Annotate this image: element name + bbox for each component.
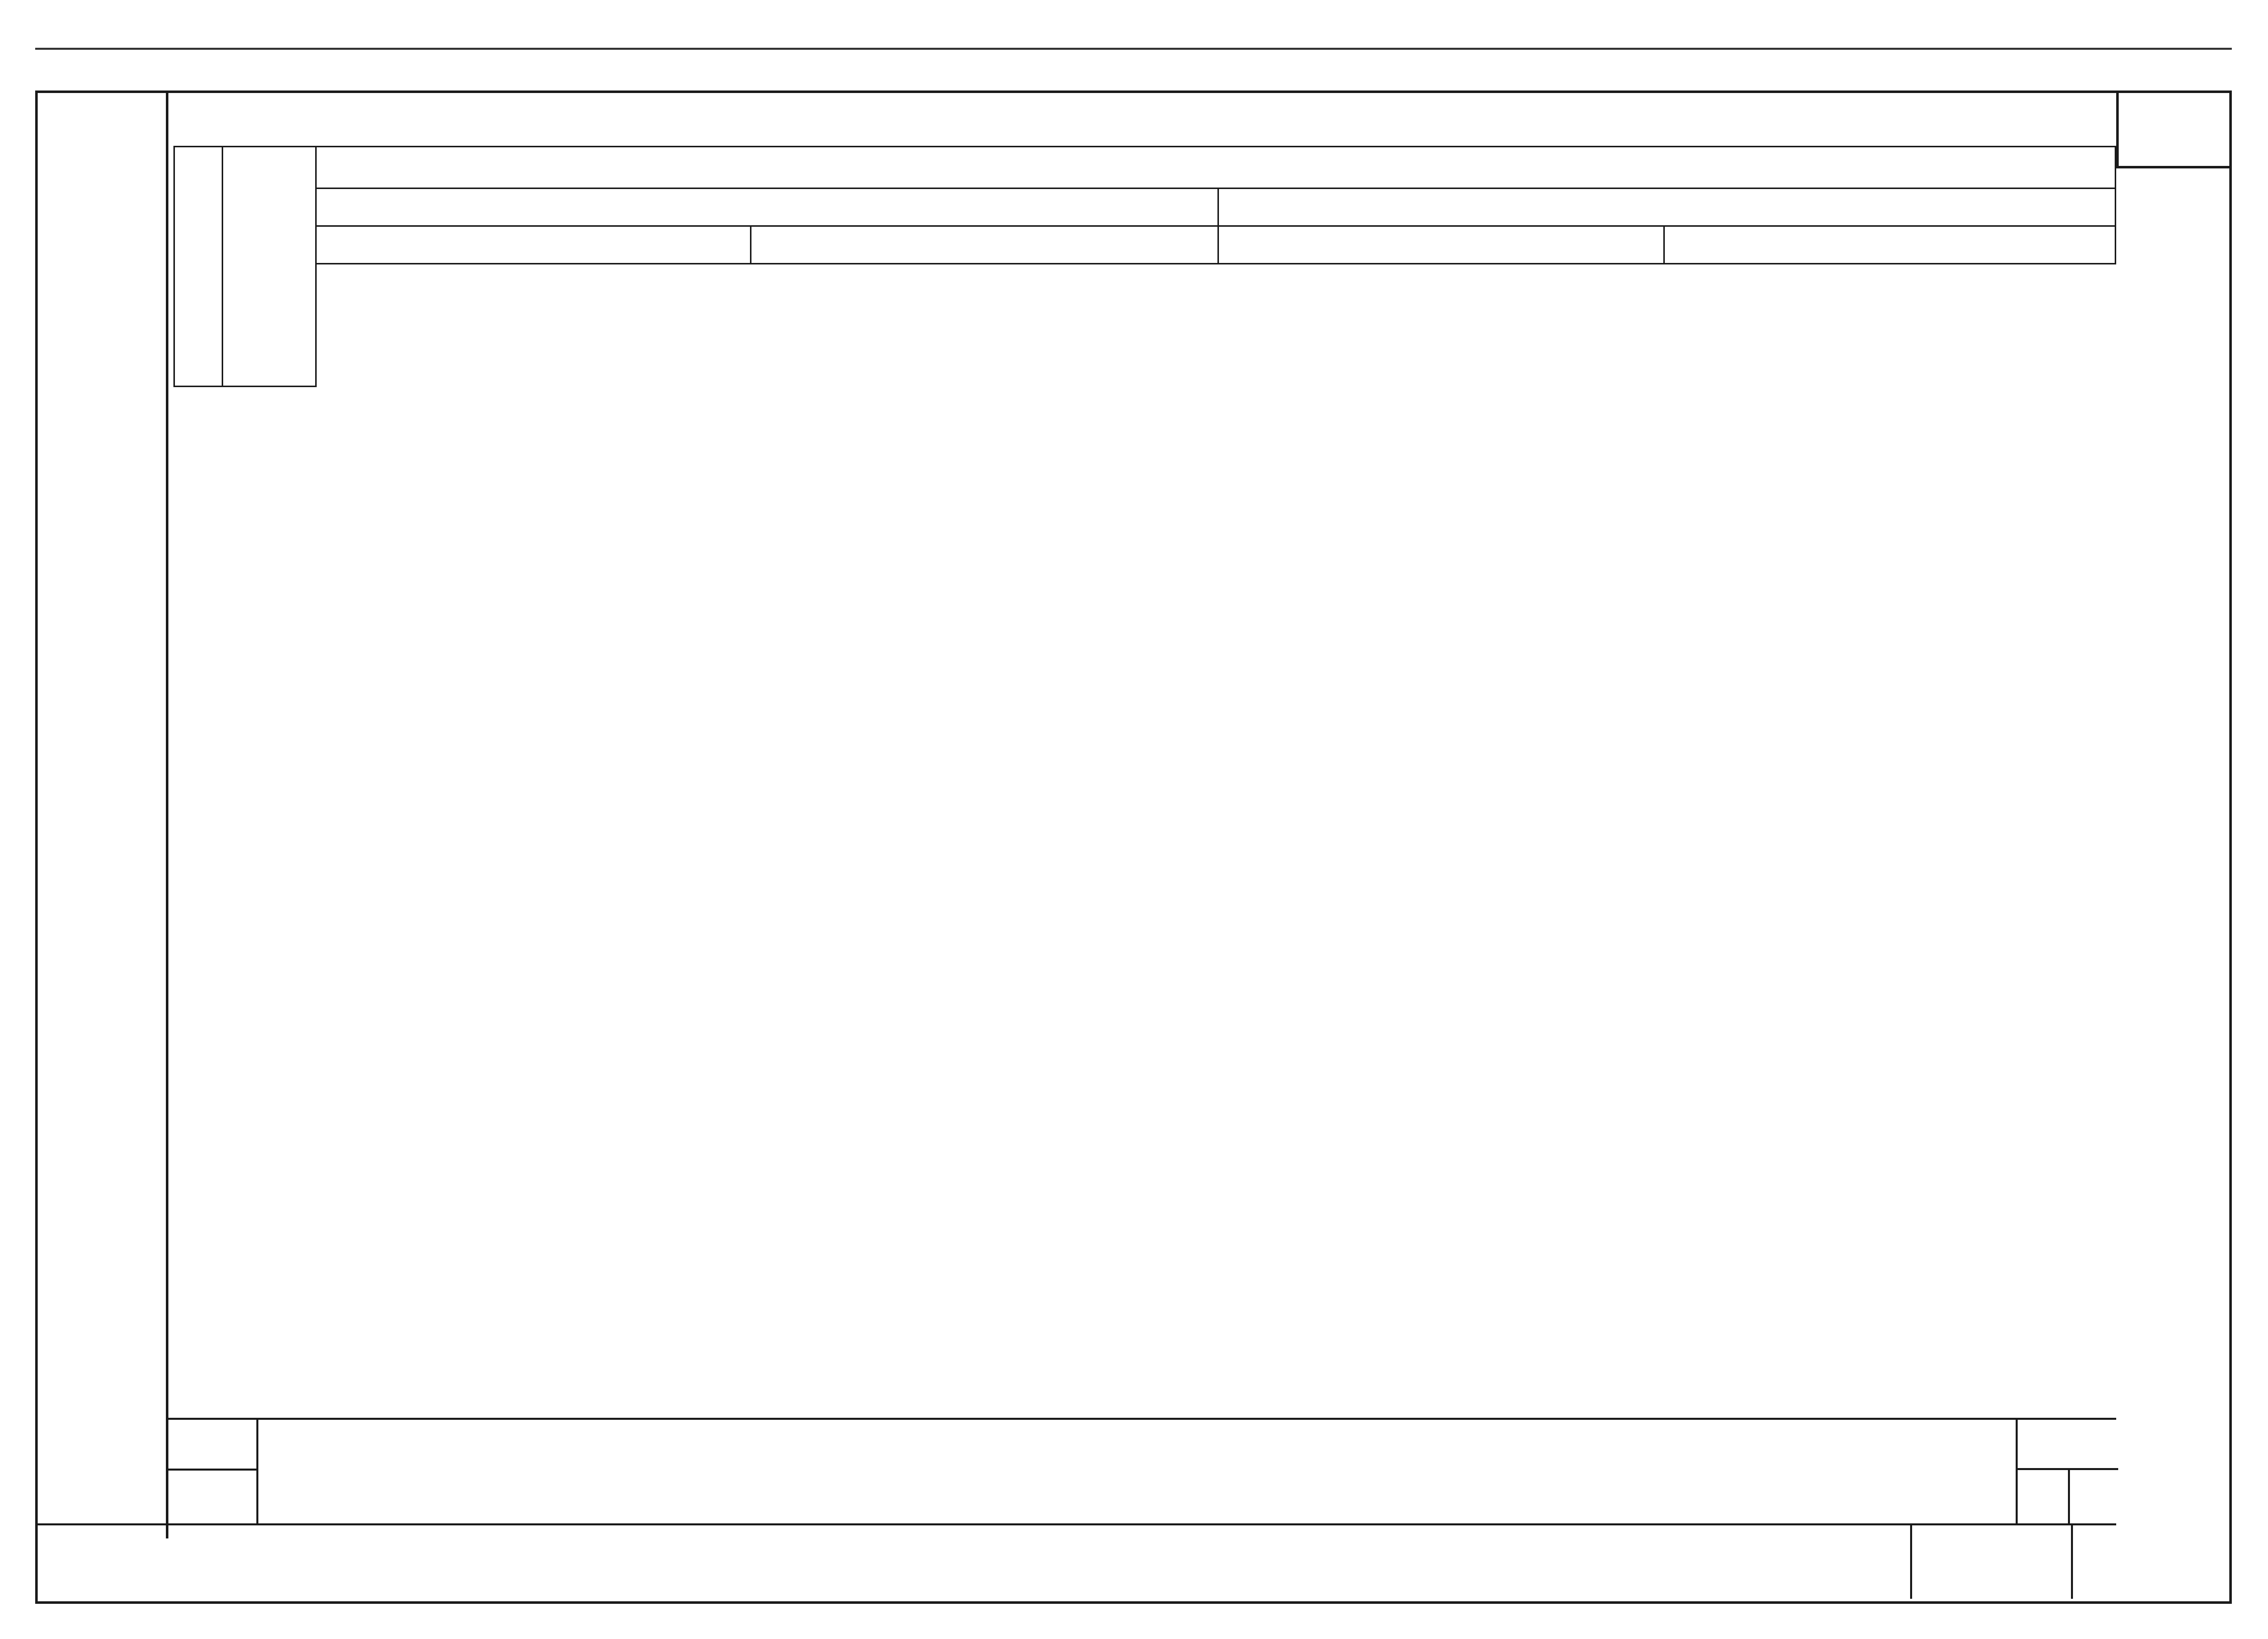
- footer-divider-2: [2071, 1523, 2073, 1599]
- tk-label: [168, 1418, 256, 1471]
- seria-box: [2016, 1418, 2118, 1470]
- year-label: [168, 1471, 256, 1523]
- a3-mid-span-header: [316, 226, 751, 264]
- a3-edge-span-header: [751, 226, 1218, 264]
- title-block-top-line: [168, 1418, 2116, 1420]
- title-block-bottom-line: [35, 1523, 2116, 1525]
- footer-divider-1: [1910, 1523, 1912, 1599]
- list-box: [2066, 1468, 2116, 1523]
- top-border-line: [35, 48, 2232, 50]
- steel-table: [173, 146, 2116, 387]
- col-length-header: [222, 147, 316, 387]
- a2-edge-span-header: [1664, 226, 2115, 264]
- variant-a2-header: [1218, 189, 2115, 226]
- title-block-divider: [256, 1418, 258, 1523]
- a2-mid-span-header: [1218, 226, 1664, 264]
- title-block-left: [168, 1418, 256, 1523]
- vypusk-box: [2016, 1468, 2070, 1523]
- table-title: [316, 147, 2115, 189]
- approval-stamp: [35, 90, 168, 1538]
- sheet-corner-number: [2116, 90, 2229, 168]
- col-width-header: [174, 147, 223, 387]
- variant-a3-header: [316, 189, 1218, 226]
